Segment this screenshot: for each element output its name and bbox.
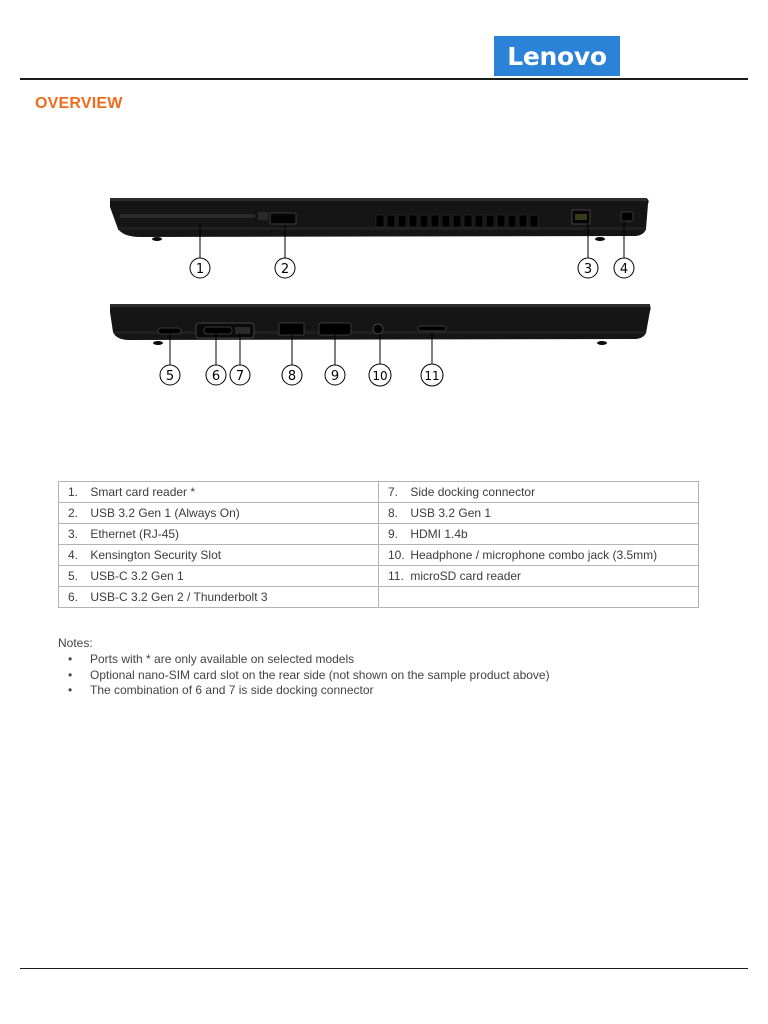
callout-8: 8 — [287, 369, 297, 384]
port-label: USB-C 3.2 Gen 1 — [90, 569, 184, 583]
port-label: Smart card reader * — [90, 485, 196, 499]
list-item — [58, 683, 550, 699]
port-number: 3. — [68, 527, 79, 541]
table-cell — [59, 545, 379, 566]
table-cell — [379, 566, 699, 587]
side1-callouts — [190, 258, 634, 278]
laptop-ports-diagram — [100, 185, 670, 390]
side2-callouts — [160, 364, 443, 386]
table-row — [59, 587, 699, 608]
table-row — [59, 566, 699, 587]
port-label: USB-C 3.2 Gen 2 / Thunderbolt 3 — [90, 590, 268, 604]
port-number: 4. — [68, 548, 79, 562]
ports-table — [58, 481, 699, 608]
lenovo-logo: Lenovo — [494, 36, 620, 76]
table-cell — [59, 587, 379, 608]
table-row — [59, 482, 699, 503]
table-cell — [59, 482, 379, 503]
notes-list — [58, 652, 550, 699]
callout-7: 7 — [235, 369, 245, 384]
port-label: USB 3.2 Gen 1 (Always On) — [90, 506, 240, 520]
port-label: Headphone / microphone combo jack (3.5mm) — [410, 548, 658, 562]
port-label: microSD card reader — [410, 569, 522, 583]
table-cell — [379, 524, 699, 545]
port-number: 5. — [68, 569, 79, 583]
callout-4: 4 — [619, 262, 629, 277]
notes-section — [58, 636, 550, 699]
port-number: 7. — [388, 485, 399, 499]
port-label: Ethernet (RJ-45) — [90, 527, 180, 541]
callout-1: 1 — [195, 262, 205, 277]
port-number: 6. — [68, 590, 79, 604]
table-cell — [59, 503, 379, 524]
port-number: 2. — [68, 506, 79, 520]
note-text: Optional nano-SIM card slot on the rear side (not shown on the sample product above) — [90, 667, 550, 682]
port-label: USB 3.2 Gen 1 — [410, 506, 492, 520]
port-label: Side docking connector — [410, 485, 536, 499]
header-rule — [20, 78, 748, 80]
notes-title: Notes: — [58, 636, 93, 650]
list-item — [58, 652, 550, 668]
footer-rule — [20, 968, 748, 969]
port-number: 8. — [388, 506, 399, 520]
list-item — [58, 668, 550, 684]
table-row — [59, 503, 699, 524]
callout-10: 10 — [372, 369, 388, 383]
callout-6: 6 — [211, 369, 221, 384]
note-text: The combination of 6 and 7 is side docking connector — [90, 683, 374, 697]
table-cell-empty — [379, 587, 699, 608]
note-text: Ports with * are only available on selected models — [90, 652, 355, 666]
bullet-icon: • — [68, 652, 73, 666]
table-cell — [379, 503, 699, 524]
bullet-icon: • — [68, 683, 73, 697]
callout-3: 3 — [583, 262, 593, 277]
table-cell — [59, 566, 379, 587]
table-cell — [379, 545, 699, 566]
laptop-side-right — [110, 198, 649, 241]
callout-11: 11 — [424, 369, 440, 383]
callout-2: 2 — [280, 262, 290, 277]
table-cell — [59, 524, 379, 545]
port-label: HDMI 1.4b — [410, 527, 468, 541]
table-row — [59, 524, 699, 545]
table-cell — [379, 482, 699, 503]
table-row — [59, 545, 699, 566]
bullet-icon: • — [68, 667, 73, 682]
port-number: 9. — [388, 527, 399, 541]
callout-5: 5 — [165, 369, 175, 384]
callout-9: 9 — [330, 369, 340, 384]
port-number: 11. — [388, 569, 404, 583]
section-title: OVERVIEW — [35, 95, 123, 112]
port-number: 1. — [68, 485, 79, 499]
port-label: Kensington Security Slot — [90, 548, 222, 562]
port-number: 10. — [388, 548, 405, 562]
